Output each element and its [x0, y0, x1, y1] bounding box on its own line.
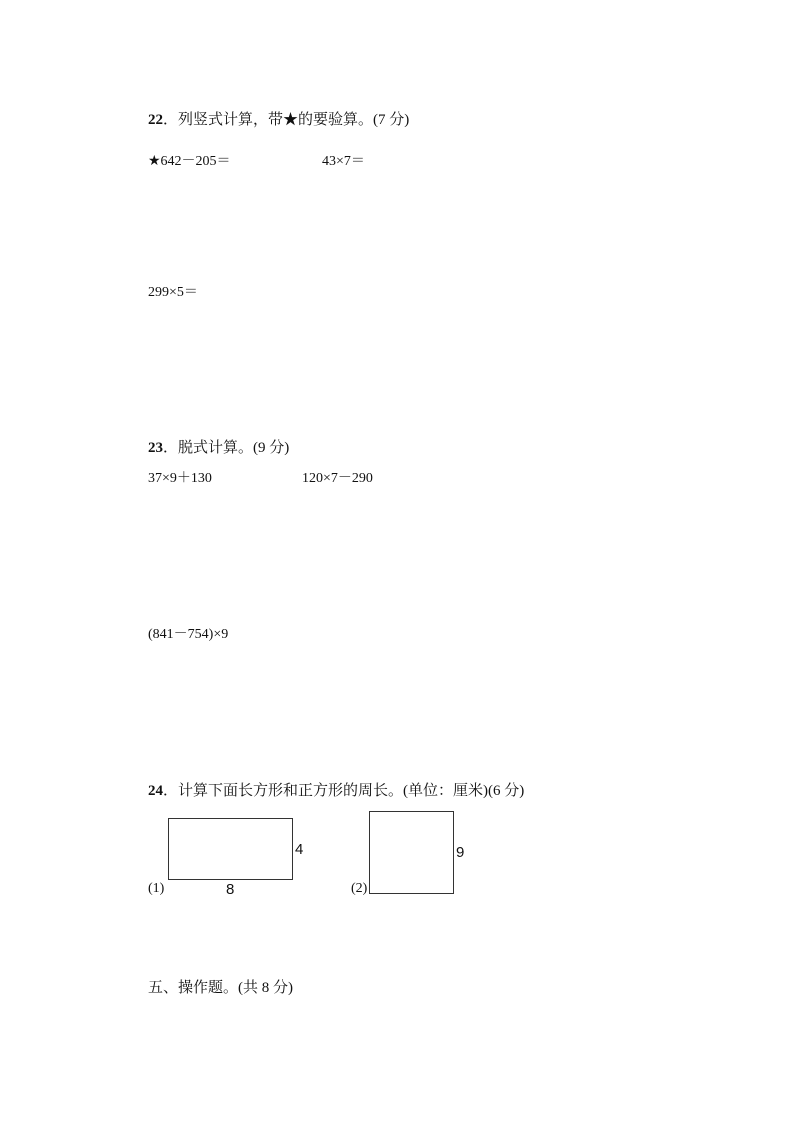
rect-tag: (1) — [148, 881, 165, 896]
q22-item-1: ★642－205＝ — [148, 154, 231, 169]
question-24-number: 24 — [148, 783, 163, 799]
question-24-text: ．计算下面长方形和正方形的周长。(单位：厘米)(6 分) — [163, 783, 525, 799]
q23-item-3: (841－754)×9 — [148, 627, 229, 642]
question-24-heading — [148, 779, 524, 800]
question-23-number: 23 — [148, 440, 163, 456]
square-side-label: 9 — [456, 844, 465, 861]
question-22-text: ．列竖式计算，带★的要验算。(7 分) — [163, 112, 410, 128]
section-5-title: 五、操作题。(共 8 分) — [148, 980, 293, 996]
q22-item-2: 43×7＝ — [322, 154, 365, 169]
square-tag: (2) — [351, 881, 368, 896]
question-22-number: 22 — [148, 112, 163, 128]
square-figure — [369, 811, 454, 894]
question-22-heading — [148, 108, 409, 129]
q23-item-2: 120×7－290 — [302, 471, 373, 486]
q22-item-3: 299×5＝ — [148, 285, 198, 300]
q23-item-1: 37×9＋130 — [148, 471, 212, 486]
rect-height-label: 4 — [295, 841, 304, 858]
question-23-text: ．脱式计算。(9 分) — [163, 440, 290, 456]
question-23-heading — [148, 436, 289, 457]
rectangle-figure — [168, 818, 293, 880]
rect-width-label: 8 — [226, 881, 235, 898]
